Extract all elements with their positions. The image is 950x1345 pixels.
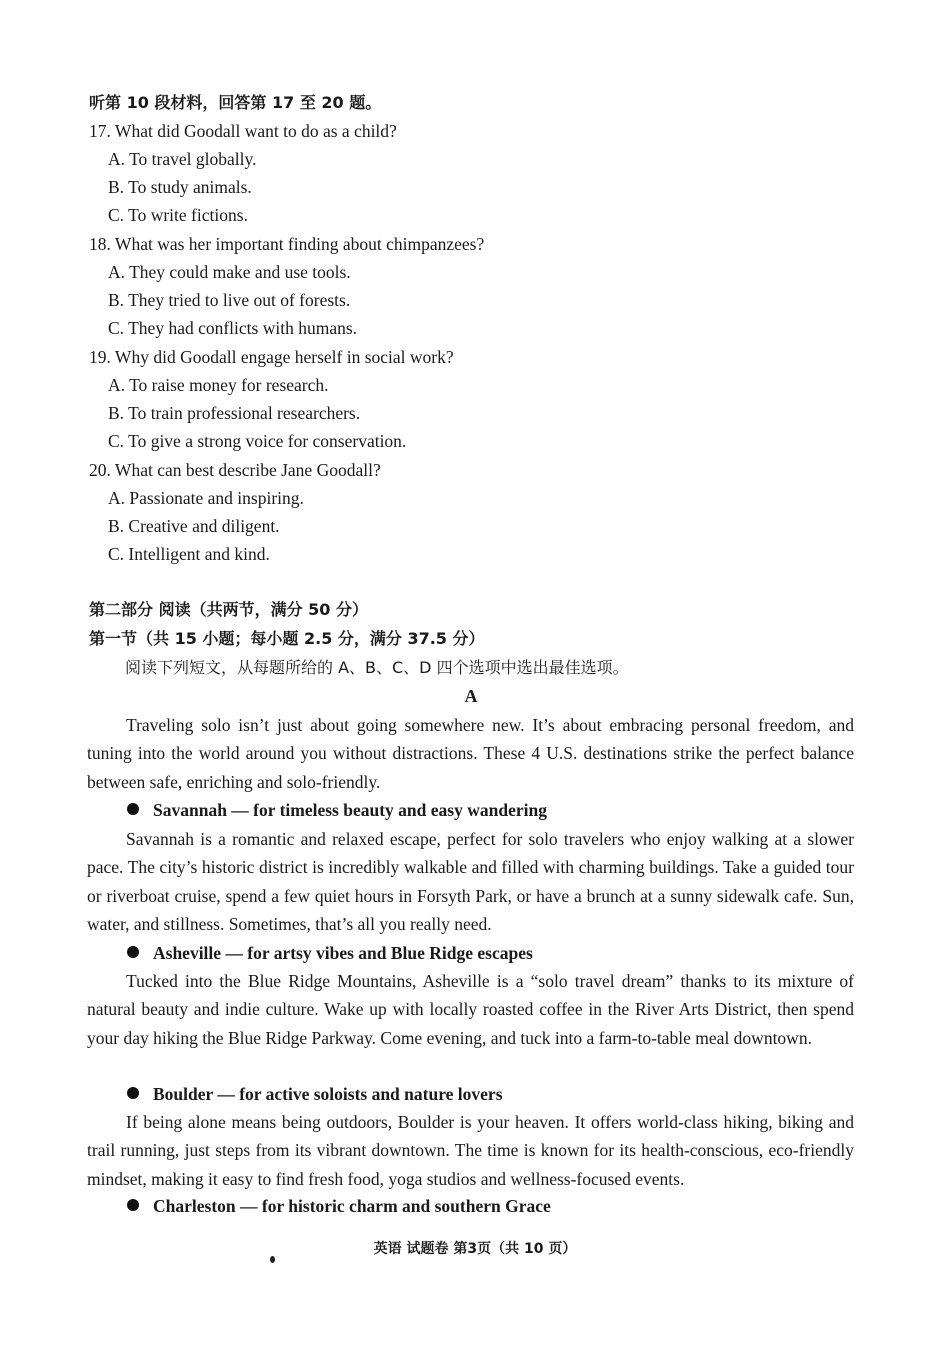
- destination-boulder-heading: [127, 1082, 503, 1106]
- listening-section-heading: 听第 10 段材料，回答第 17 至 20 题。: [89, 93, 382, 112]
- destination-asheville-body: Tucked into the Blue Ridge Mountains, Asheville is a “solo travel dream” thanks to its mixture of natural beauty and indie culture. Wake up with locally roasted coffee in the River Arts District, then spend your day hiking the Blue Ridge Parkway. Come evening, and tuck into a farm-to-table meal downtown.: [87, 971, 854, 1048]
- bullet-icon: [127, 946, 139, 958]
- question-18-option-c: C. They had conflicts with humans.: [108, 318, 358, 338]
- passage-label: A: [464, 686, 478, 706]
- question-19-option-b: B. To train professional researchers.: [108, 403, 361, 423]
- bullet-icon: [127, 803, 139, 815]
- bullet-icon: [127, 1087, 139, 1099]
- question-18-stem: 18. What was her important finding about chimpanzees?: [89, 234, 485, 254]
- reading-part-heading: 第二部分 阅读（共两节，满分 50 分）: [89, 600, 368, 619]
- question-19-stem: 19. Why did Goodall engage herself in social work?: [89, 347, 454, 367]
- question-17-option-a: A. To travel globally.: [108, 149, 257, 169]
- destination-savannah-body: Savannah is a romantic and relaxed escape, perfect for solo travelers who enjoy walking at a slower pace. The city’s historic district is incredibly walkable and filled with charming buildings. Take a guided tour or riverboat cruise, spend a few quiet hours in Forsyth Park, or have a brunch at a sunny sidewalk cafe. Sun, water, and stillness. Sometimes, that’s all you really need.: [87, 829, 854, 934]
- destination-heading-text: Savannah — for timeless beauty and easy wandering: [153, 800, 547, 820]
- destination-savannah-heading: [127, 798, 547, 822]
- question-20-option-a: A. Passionate and inspiring.: [108, 488, 304, 508]
- question-18-option-b: B. They tried to live out of forests.: [108, 290, 351, 310]
- destination-asheville-heading: [127, 941, 533, 965]
- question-17-option-c: C. To write fictions.: [108, 205, 248, 225]
- question-17-stem: 17. What did Goodall want to do as a child?: [89, 121, 397, 141]
- destination-heading-text: Boulder — for active soloists and nature lovers: [153, 1084, 503, 1104]
- destination-charleston-heading: [127, 1194, 551, 1218]
- reading-instruction: 阅读下列短文，从每题所给的 A、B、C、D 四个选项中选出最佳选项。: [125, 658, 629, 677]
- destination-heading-text: Asheville — for artsy vibes and Blue Ridge escapes: [153, 943, 533, 963]
- page-footer: 英语 试题卷 第3页（共 10 页）: [373, 1241, 577, 1257]
- question-20-option-c: C. Intelligent and kind.: [108, 544, 270, 564]
- question-19-option-c: C. To give a strong voice for conservation.: [108, 431, 407, 451]
- question-20-stem: 20. What can best describe Jane Goodall?: [89, 460, 381, 480]
- destination-boulder-body: If being alone means being outdoors, Boulder is your heaven. It offers world-class hiking, biking and trail running, just steps from its vibrant downtown. The time is known for its health-conscious, eco-friendly mindset, making it easy to find fresh food, yoga studios and wellness-focused events.: [87, 1112, 854, 1189]
- question-19-option-a: A. To raise money for research.: [108, 375, 329, 395]
- question-20-option-b: B. Creative and diligent.: [108, 516, 280, 536]
- question-17-option-b: B. To study animals.: [108, 177, 252, 197]
- question-18-option-a: A. They could make and use tools.: [108, 262, 351, 282]
- reading-section-heading: 第一节（共 15 小题；每小题 2.5 分，满分 37.5 分）: [89, 629, 485, 648]
- destination-heading-text: Charleston — for historic charm and southern Grace: [153, 1196, 551, 1216]
- passage-intro: Traveling solo isn’t just about going somewhere new. It’s about embracing personal freedom, and tuning into the world around you without distractions. These 4 U.S. destinations strike the perfect balance between safe, enriching and solo-friendly.: [87, 715, 854, 792]
- scan-mark: [270, 1256, 275, 1263]
- bullet-icon: [127, 1199, 139, 1211]
